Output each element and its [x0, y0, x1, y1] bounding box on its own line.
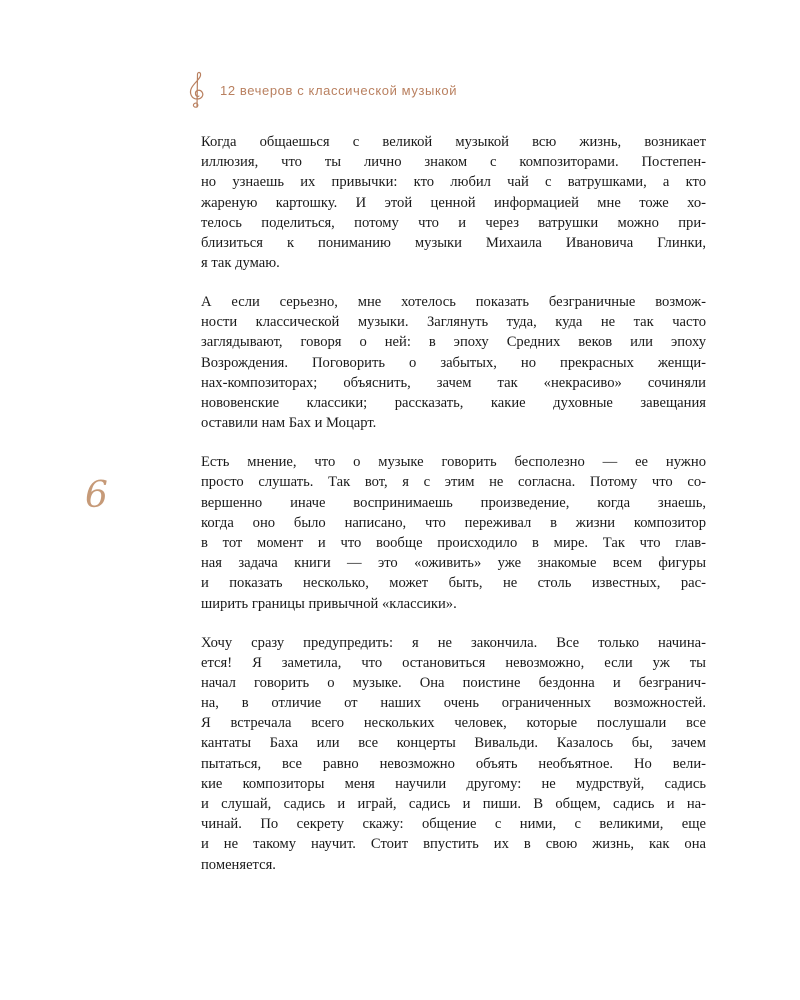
text-line: и слушай, садись и играй, садись и пиши. В общем, садись и на-: [201, 796, 706, 813]
text-line: просто слушать. Так вот, я с этим не согласна. Потому что со-: [201, 474, 706, 491]
text-line: кантаты Баха или все концерты Вивальди. Казалось бы, зачем: [201, 735, 706, 752]
text-line: чинай. По секрету скажу: общение с ними, с великими, еще: [201, 816, 706, 833]
text-line: я так думаю.: [201, 255, 280, 272]
text-line: иллюзия, что ты лично знаком с композиторами. Постепен-: [201, 154, 706, 171]
text-line: Хочу сразу предупредить: я не закончила. Все только начина-: [201, 634, 706, 651]
text-line: кие композиторы меня научили другому: не мудрствуй, садись: [201, 775, 706, 792]
text-line: Я встречала всего нескольких человек, которые послушали все: [201, 715, 706, 732]
running-header: [186, 70, 457, 110]
text-line: ширить границы привычной «классики».: [201, 595, 457, 612]
text-line: ная задача книги — это «оживить» уже знакомые всем фигуры: [201, 555, 706, 572]
page-number: 6: [85, 475, 108, 516]
paragraph: [201, 132, 706, 273]
text-line: начал говорить о музыке. Она поистине бездонна и безгранич-: [201, 674, 706, 691]
text-line: когда оно было написано, что переживал в жизни композитор: [201, 514, 706, 531]
text-line: но узнаешь их привычки: кто любил чай с ватрушками, а кто: [201, 174, 706, 191]
text-line: А если серьезно, мне хотелось показать безграничные возмож-: [201, 294, 706, 311]
text-line: вершенно иначе воспринимаешь произведение, когда знаешь,: [201, 494, 706, 511]
text-line: и показать несколько, может быть, не столь известных, рас-: [201, 575, 706, 592]
text-line: на, в отличие от наших очень ограниченных возможностей.: [201, 695, 706, 712]
text-line: в тот момент и что вообще происходило в мире. Так что глав-: [201, 534, 706, 551]
text-line: оставили нам Бах и Моцарт.: [201, 415, 377, 432]
running-title: 12 вечеров с классической музыкой: [220, 82, 458, 98]
text-line: жареную картошку. И этой ценной информацией мне тоже хо-: [201, 194, 706, 211]
text-line: Когда общаешься с великой музыкой всю жизнь, возникает: [201, 134, 706, 150]
text-line: телось поделиться, потому что и через ватрушки можно при-: [201, 214, 706, 231]
text-line: нах-композиторах; объяснить, зачем так «некрасиво» сочиняли: [201, 374, 706, 391]
paragraph: [201, 633, 706, 875]
text-line: нововенские классики; рассказать, какие духовные завещания: [201, 395, 706, 412]
text-line: ется! Я заметила, что остановиться невозможно, если уж ты: [201, 654, 706, 671]
paragraph: [201, 452, 706, 614]
treble-clef-icon: [186, 70, 208, 110]
text-line: и не такому научит. Стоит впустить их в свою жизнь, как она: [201, 836, 706, 853]
paragraph: [201, 292, 706, 433]
text-line: ности классической музыки. Заглянуть туда, куда не так часто: [201, 314, 706, 331]
body-text: [201, 132, 706, 894]
text-line: заглядывают, говоря о ней: в эпоху Средних веков или эпоху: [201, 334, 706, 351]
text-line: Возрождения. Поговорить о забытых, но прекрасных женщи-: [201, 354, 706, 371]
text-line: близиться к пониманию музыки Михаила Ивановича Глинки,: [201, 234, 706, 251]
text-line: пытаться, все равно невозможно объять необъятное. Но вели-: [201, 755, 706, 772]
text-line: Есть мнение, что о музыке говорить бесполезно — ее нужно: [201, 454, 706, 471]
text-line: поменяется.: [201, 856, 276, 873]
